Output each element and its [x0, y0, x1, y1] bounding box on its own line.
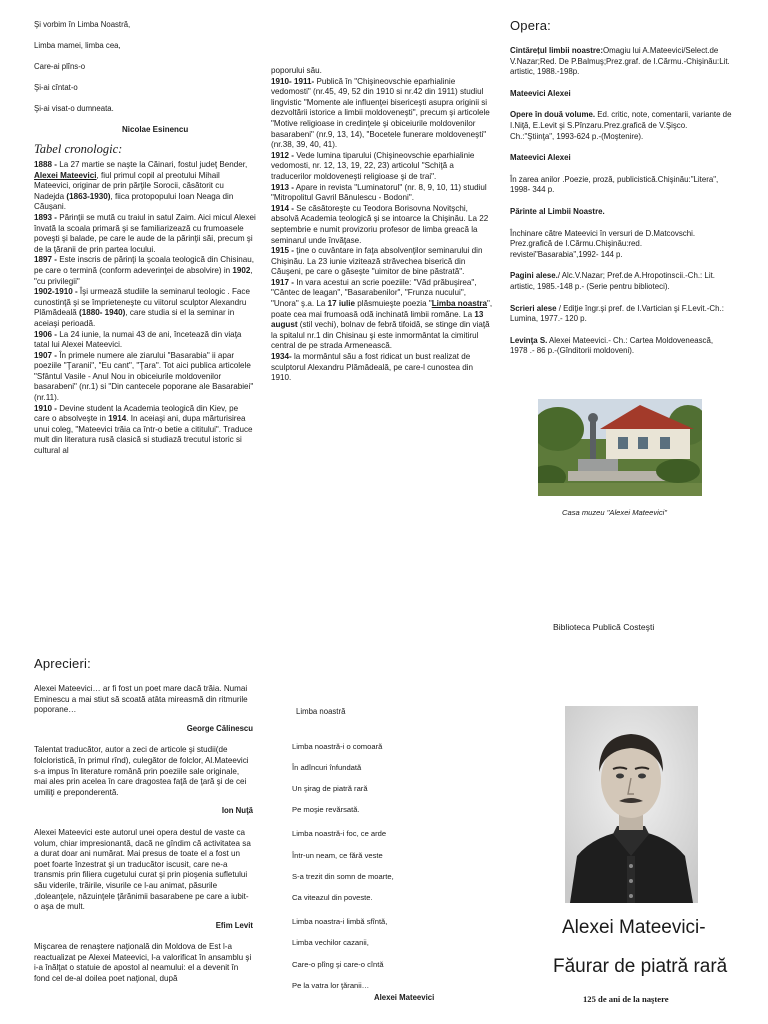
- opera-item: Levinţa S. Alexei Mateevici.- Ch.: Cartea Moldovenească, 1978 .- 86 p.-(Gînditorii moldoveni).: [510, 335, 714, 356]
- quote-author: Ion Nuţă: [221, 806, 253, 816]
- chrono-entry: 1893 - Părinţii se mută cu traiul in satul Zaim. Aici micul Alexei învată la scoala primară şi se familiarizează cu frumoasele poveşti şi balade, pe care le aude de la părinţii săi, precum şi de la ţăranii de prin partea locului.: [34, 212, 256, 254]
- opera-item: Cintărețul limbii noastre:Omagiu lui A.Mateevici/Select.de V.Nazar;Red. De P.Balmuş;Prez.graf. de I.Cărmu.-Chişinău:Lit. artistic, 1988.-198p.: [510, 46, 730, 77]
- museum-house-image: [538, 399, 702, 496]
- poem-line: Şi-ai visat-o dumneata.: [34, 104, 114, 114]
- quote-text: Alexei Mateevici… ar fi fost un poet mare dacă trăia. Numai Eminescu a mai stiut să scoată atâta mireasmă din ritmurile poporane…: [34, 684, 248, 715]
- chrono-entry: 1914 - Se căsătoreşte cu Teodora Borisovna Novitşchi, absolvă Academia teologică şi se intoarce la Chişinău. La 22 septembrie e numit provizoriu profesor de limba greacă la seminarul unde învăţase.: [271, 203, 489, 245]
- chrono-entry: 1907 - În primele numere ale ziarului "Basarabia" ii apar poeziile "Ţaranii", "Eu cant", "Ţara". Tot aici publica articolele "Sfântul Vasile - Anul Nou in obiceiurile moldovenilor basarabeni" (nr.1) si "Din cantecele poporane ale Basarabiei" (nr.11).: [34, 350, 254, 403]
- chrono-entry: 1888 - La 27 martie se naşte la Căinari, fostul judeţ Bender, Alexei Mateevici, fiul primul copil al preotului Mihail Mateevici, originar de prin părţile Sorocii, căsătorit cu Nadejda (1863-1930), fiica protopopului Ioan Neaga din Căuşani.: [34, 160, 248, 212]
- poem-line: Şi vorbim în Limba Noastră,: [34, 20, 131, 29]
- portrait-image: [565, 706, 698, 903]
- opera-item: Opere în două volume. Ed. critic, note, comentarii, variante de I.Nіţă, E.Levit şi S.Pînzaru.Prez.grafică de V.Şişco. Ch.:"Ştiinţa", 1993-624 p.-(Moştenire).: [510, 110, 732, 141]
- opera-list: [510, 46, 732, 357]
- chronology-left: [34, 160, 256, 457]
- chrono-entry: 1902-1910 - Îşi urmează studiile la seminarul teologic . Face cunostinţă şi se împrieteneşte cu viitorul sculptor Alexandru Plămădeală (1880- 1940), care studia si el la seminar in aceiaşi perioadă.: [34, 287, 250, 328]
- quote-text: Talentat traducător, autor a zeci de articole şi studii(de folcloristică, în primul rînd), culegător de folclor, Al.Mateevici s-a impus în literature română prin poeziile sale originale, mai ales prin acelea în care dragostea faţă de ţară şi de cei umiliţi e preponderentă.: [34, 745, 249, 797]
- poem-author: Alexei Mateevici: [374, 993, 435, 1002]
- brochure-title-line2: Făurar de piatră rară: [553, 956, 728, 977]
- opera-item: Mateevici Alexei: [510, 153, 571, 163]
- opera-item: Scrieri alese / Ediţie îngr.şi pref. de I.Vartician şi F.Levit.-Ch.: Lumina, 1977.- 120 p.: [510, 303, 724, 324]
- chrono-entry: 1906 - La 24 iunie, la numai 43 de ani, încetează din viaţa tatal lui Alexei Mateevici.: [34, 329, 242, 350]
- photo-caption: Casa muzeu "Alexei Mateevici": [562, 508, 667, 517]
- quote-text: Alexei Mateevici este autorul unei opera destul de vaste ca volum, chiar impresionantă, dacă ne gîndim că activitatea sa a durat doar ani numărat. Mai presus de toate el a fost un poet foarte înzestrat şi un traducător iscusit, care ne-a transmis prin filiera cugetului curat şi prin pioşenia sufletului său viderile, trăirile, visurile ce l-au animat, păsurile ,doleanţele, năzuinţele ţărănimii basarabene pe care a iubit-o aşa de mult.: [34, 827, 251, 912]
- opera-item: Închinare către Mateevici în versuri de D.Matcovschi. Prez.grafică de I.Cărmu.Chişinău:red. revistei"Basarabia",1992- 144 p.: [510, 228, 696, 259]
- chronology-middle: [271, 66, 495, 384]
- tabel-title: Tabel cronologic:: [34, 142, 123, 156]
- opera-item: În zarea anilor .Poezie, proză, publicistică.Chişinău:"Litera", 1998- 344 p.: [510, 174, 719, 195]
- poem-stanza: Limba noastră-i o comoară În adîncuri înfundată Un şirag de piatră rară Pe moşie revărsată.: [292, 741, 383, 814]
- poem-line: Limba mamei, limba cea,: [34, 41, 121, 51]
- limba-noastra-link[interactable]: Limba noastra: [431, 299, 488, 309]
- poem-title: Limba noastră: [296, 707, 346, 716]
- aprecieri-title: Aprecieri:: [34, 656, 91, 671]
- poem-epigraph: [34, 20, 254, 115]
- brochure-title-line1: Alexei Mateevici-: [562, 917, 706, 938]
- opera-item: Mateevici Alexei: [510, 88, 571, 98]
- library-name: Biblioteca Publică Costeşti: [553, 622, 655, 632]
- chrono-entry: 1912 - Vede lumina tiparului (Chişineovschie eparhialinie vedomosti, nr. 12, 13, 19, 22, 23) articolul "Schiţă a traducerilor moldoveneşti religioase şi de trai".: [271, 150, 475, 181]
- aprecieri-list: [34, 684, 253, 985]
- chrono-entry: 1934- la mormântul său a fost ridicat un bust realizat de sculptorul Alexandru Plămădeală, pe care-l cunostea din 1910.: [271, 352, 474, 383]
- poem-line: Care-ai plîns-o: [34, 62, 86, 72]
- poem-stanza: Limba noastră-i foc, ce arde Într-un neam, ce fără veste S-a trezit din somn de moarte, Ca viteazul din poveste.: [292, 829, 394, 902]
- opera-item: Părinte al Limbii Noastre.: [510, 206, 605, 216]
- quote-text: Mişcarea de renaştere naţională din Moldova de Est l-a reactualizat pe Alexei Mateevici, l-a valorificat în ansamblu şi i-a înălţat o statuie de apostol al neamului: el a devenit în fond cel de-al doilea poet naţional, după: [34, 942, 252, 984]
- poem-line: Şi-ai cîntat-o: [34, 83, 78, 93]
- chrono-entry: 1910- 1911- Publică în "Chişineovschie eparhialinie vedomosti" (nr.45, 49, 52 din 1910 si nr.42 din 1911) studiul lingvistic "Momente ale influenţei bisericeşti asupra originii si dezvoltării istorice a limbii moldoveneşti", precum şi articolele "Motive religioase in credinţele şi obiceiurile moldovenilor basarabeni" (nr.9, 13, 14), "Bocetele funerare moldoveneşti" (nr.38, 39, 40, 41).: [271, 76, 490, 150]
- portrait-photo: [565, 706, 698, 903]
- chrono-entry: 1897 - Este inscris de părinţi la şcoala teologică din Chisinau, pe care o termină (conform adeverinţei de absolvire) in 1902, "cu privilegii": [34, 255, 255, 286]
- chrono-entry: 1915 - ţine o cuvântare in faţa absolvenţilor seminarului din Chişinău. La 23 iunie vizitează străvechea biserică din Căuşeni, pe care o găseşte "uimitor de bine păstrată".: [271, 246, 483, 277]
- brochure-subtitle: 125 de ani de la naştere: [583, 994, 669, 1004]
- poem-stanza: Limba noastra-i limbă sfîntă, Limba vechilor cazanii, Care-o plîng şi care-o cîntă Pe la vatra lor ţăranii…: [292, 917, 388, 990]
- chrono-entry: 1917 - In vara acestui an scrie poeziile: "Văd prăbuşirea", "Cântec de leagan", "Basarabenilor", "Frunza nucului", "Unora" ş.a. La 17 iulie plăsmuieşte poezia "Limba noastra", poate cea mai frumoasă odă inchinată limbii romăne. La 13 august (stil vechi), bolnav de febră tifoidă, se stinge din viaţă la spitalul nr.1 din Chisinau şi este inmormântat la cimitirul central de pe strada Armenească.: [271, 277, 493, 351]
- opera-title: Opera:: [510, 18, 551, 33]
- quote-author: Efim Levit: [215, 920, 253, 930]
- poem-author: Nicolae Esinencu: [122, 125, 189, 134]
- chrono-entry: 1913 - Apare in revista "Luminatorul" (nr. 8, 9, 10, 11) studiul "Mitropolitul Gavril Bănulescu - Bodoni".: [271, 182, 487, 203]
- quote-author: George Călinescu: [186, 723, 253, 733]
- chrono-entry: 1910 - Devine student la Academia teologică din Kiev, pe care o absolveşte in 1914. In aceiaşi ani, dupa mărturisirea unui coleg, "Mateevici trăia ca într-o betie a cititului". Traduce mult din literatura rusă clasică si studiază trecutul istoric si cultural al: [34, 403, 253, 456]
- chrono-continuation: poporului său.: [271, 66, 322, 75]
- museum-house-photo: [538, 399, 702, 496]
- opera-item: Pagini alese./ Alc.V.Nazar; Pref.de A.Hropotinscii.-Ch.: Lit. artistic, 1985.-148 p.- (Serie pentru biblioteci).: [510, 271, 715, 291]
- limba-noastra-poem: [292, 707, 472, 1002]
